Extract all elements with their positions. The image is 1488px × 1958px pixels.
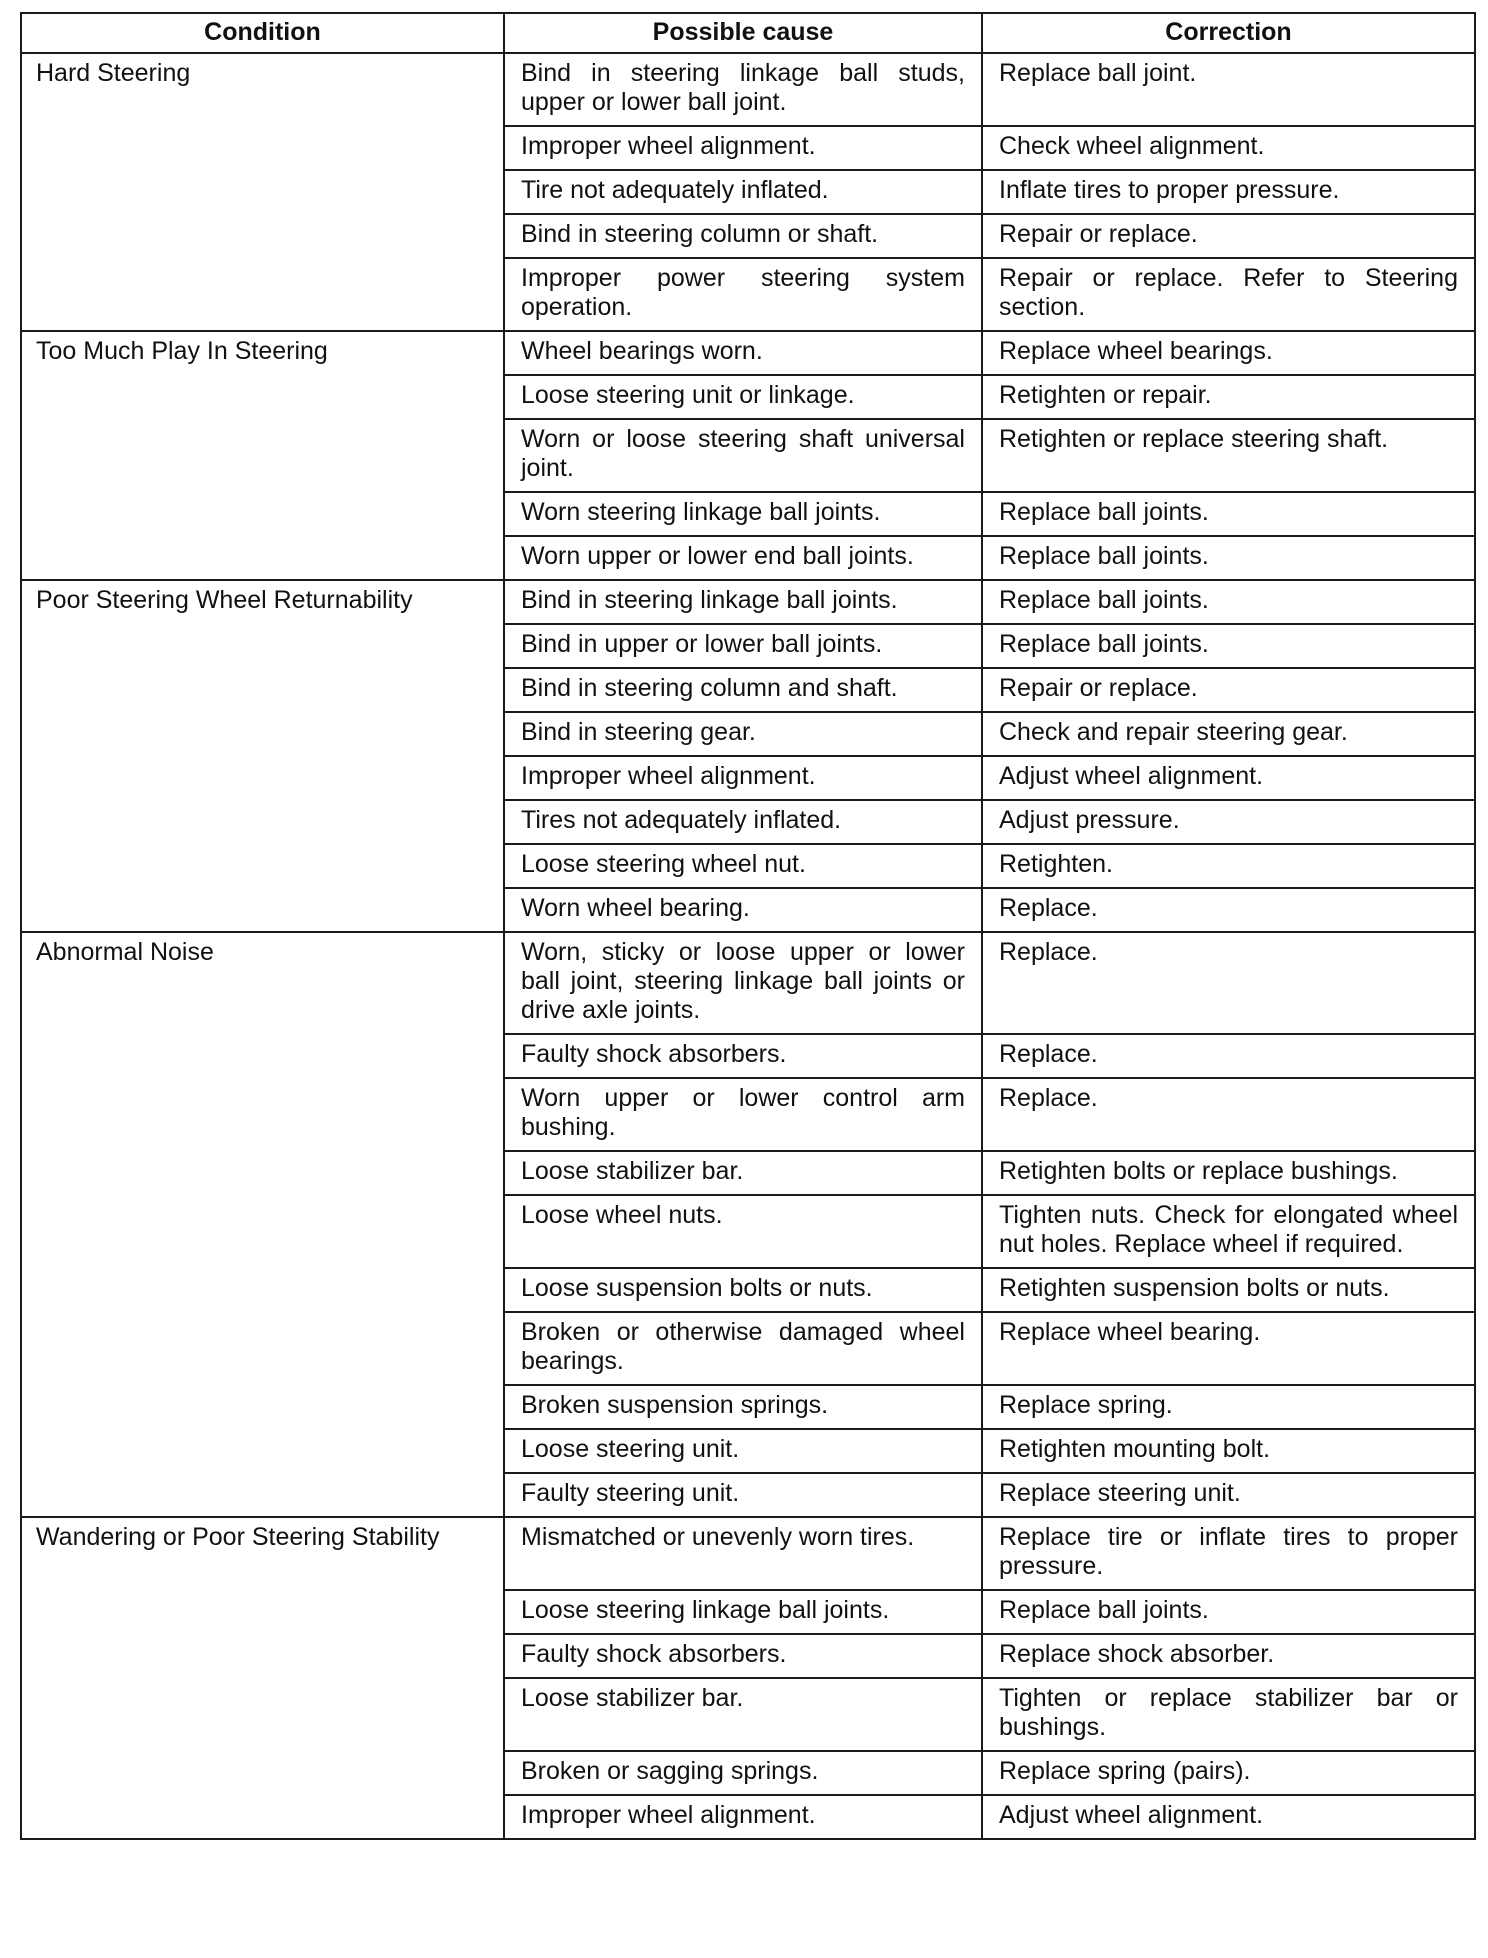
header-row bbox=[21, 13, 1475, 53]
correction-cell: Replace shock absorber. bbox=[982, 1634, 1475, 1678]
possible-cause-cell: Bind in steering column and shaft. bbox=[504, 668, 982, 712]
correction-cell: Retighten. bbox=[982, 844, 1475, 888]
condition-cell: Poor Steering Wheel Returnability bbox=[21, 580, 504, 932]
correction-cell: Replace steering unit. bbox=[982, 1473, 1475, 1517]
possible-cause-cell: Faulty shock absorbers. bbox=[504, 1034, 982, 1078]
condition-cell: Hard Steering bbox=[21, 53, 504, 331]
possible-cause-cell: Broken suspension springs. bbox=[504, 1385, 982, 1429]
correction-cell: Replace ball joints. bbox=[982, 580, 1475, 624]
correction-cell: Tighten nuts. Check for elongated wheel nut holes. Replace wheel if required. bbox=[982, 1195, 1475, 1268]
table-row bbox=[21, 1517, 1475, 1590]
correction-cell: Replace ball joints. bbox=[982, 492, 1475, 536]
possible-cause-cell: Bind in steering linkage ball joints. bbox=[504, 580, 982, 624]
correction-cell: Retighten or replace steering shaft. bbox=[982, 419, 1475, 492]
possible-cause-cell: Loose wheel nuts. bbox=[504, 1195, 982, 1268]
possible-cause-cell: Loose steering wheel nut. bbox=[504, 844, 982, 888]
correction-cell: Replace spring. bbox=[982, 1385, 1475, 1429]
troubleshooting-table bbox=[20, 12, 1476, 1840]
possible-cause-cell: Mismatched or unevenly worn tires. bbox=[504, 1517, 982, 1590]
correction-cell: Replace ball joints. bbox=[982, 1590, 1475, 1634]
possible-cause-cell: Bind in steering gear. bbox=[504, 712, 982, 756]
correction-cell: Replace. bbox=[982, 932, 1475, 1034]
correction-cell: Retighten suspension bolts or nuts. bbox=[982, 1268, 1475, 1312]
correction-cell: Replace ball joints. bbox=[982, 624, 1475, 668]
possible-cause-cell: Bind in steering linkage ball studs, upper or lower ball joint. bbox=[504, 53, 982, 126]
correction-cell: Adjust pressure. bbox=[982, 800, 1475, 844]
correction-cell: Tighten or replace stabilizer bar or bushings. bbox=[982, 1678, 1475, 1751]
correction-cell: Repair or replace. bbox=[982, 214, 1475, 258]
possible-cause-cell: Loose stabilizer bar. bbox=[504, 1151, 982, 1195]
correction-cell: Retighten or repair. bbox=[982, 375, 1475, 419]
possible-cause-cell: Worn steering linkage ball joints. bbox=[504, 492, 982, 536]
condition-cell: Too Much Play In Steering bbox=[21, 331, 504, 580]
possible-cause-cell: Improper wheel alignment. bbox=[504, 1795, 982, 1839]
correction-cell: Replace wheel bearings. bbox=[982, 331, 1475, 375]
header-possible-cause: Possible cause bbox=[504, 13, 982, 53]
possible-cause-cell: Broken or sagging springs. bbox=[504, 1751, 982, 1795]
correction-cell: Adjust wheel alignment. bbox=[982, 756, 1475, 800]
table-row bbox=[21, 331, 1475, 375]
possible-cause-cell: Bind in steering column or shaft. bbox=[504, 214, 982, 258]
possible-cause-cell: Improper power steering system operation. bbox=[504, 258, 982, 331]
possible-cause-cell: Worn upper or lower control arm bushing. bbox=[504, 1078, 982, 1151]
correction-cell: Replace. bbox=[982, 1078, 1475, 1151]
header-correction: Correction bbox=[982, 13, 1475, 53]
correction-cell: Repair or replace. bbox=[982, 668, 1475, 712]
possible-cause-cell: Tire not adequately inflated. bbox=[504, 170, 982, 214]
correction-cell: Repair or replace. Refer to Steering section. bbox=[982, 258, 1475, 331]
correction-cell: Replace wheel bearing. bbox=[982, 1312, 1475, 1385]
header-condition: Condition bbox=[21, 13, 504, 53]
possible-cause-cell: Worn, sticky or loose upper or lower ball joint, steering linkage ball joints or drive axle joints. bbox=[504, 932, 982, 1034]
table-row bbox=[21, 580, 1475, 624]
possible-cause-cell: Faulty steering unit. bbox=[504, 1473, 982, 1517]
possible-cause-cell: Tires not adequately inflated. bbox=[504, 800, 982, 844]
possible-cause-cell: Loose suspension bolts or nuts. bbox=[504, 1268, 982, 1312]
table-row bbox=[21, 53, 1475, 126]
possible-cause-cell: Improper wheel alignment. bbox=[504, 756, 982, 800]
correction-cell: Retighten bolts or replace bushings. bbox=[982, 1151, 1475, 1195]
possible-cause-cell: Bind in upper or lower ball joints. bbox=[504, 624, 982, 668]
correction-cell: Retighten mounting bolt. bbox=[982, 1429, 1475, 1473]
correction-cell: Replace. bbox=[982, 1034, 1475, 1078]
correction-cell: Check and repair steering gear. bbox=[982, 712, 1475, 756]
table-row bbox=[21, 932, 1475, 1034]
possible-cause-cell: Loose stabilizer bar. bbox=[504, 1678, 982, 1751]
correction-cell: Replace spring (pairs). bbox=[982, 1751, 1475, 1795]
correction-cell: Replace tire or inflate tires to proper pressure. bbox=[982, 1517, 1475, 1590]
possible-cause-cell: Faulty shock absorbers. bbox=[504, 1634, 982, 1678]
possible-cause-cell: Broken or otherwise damaged wheel bearings. bbox=[504, 1312, 982, 1385]
possible-cause-cell: Wheel bearings worn. bbox=[504, 331, 982, 375]
correction-cell: Check wheel alignment. bbox=[982, 126, 1475, 170]
correction-cell: Replace ball joint. bbox=[982, 53, 1475, 126]
possible-cause-cell: Loose steering unit. bbox=[504, 1429, 982, 1473]
condition-cell: Wandering or Poor Steering Stability bbox=[21, 1517, 504, 1839]
possible-cause-cell: Loose steering unit or linkage. bbox=[504, 375, 982, 419]
possible-cause-cell: Loose steering linkage ball joints. bbox=[504, 1590, 982, 1634]
condition-cell: Abnormal Noise bbox=[21, 932, 504, 1517]
possible-cause-cell: Worn upper or lower end ball joints. bbox=[504, 536, 982, 580]
possible-cause-cell: Improper wheel alignment. bbox=[504, 126, 982, 170]
correction-cell: Adjust wheel alignment. bbox=[982, 1795, 1475, 1839]
correction-cell: Replace. bbox=[982, 888, 1475, 932]
possible-cause-cell: Worn or loose steering shaft universal joint. bbox=[504, 419, 982, 492]
correction-cell: Replace ball joints. bbox=[982, 536, 1475, 580]
possible-cause-cell: Worn wheel bearing. bbox=[504, 888, 982, 932]
correction-cell: Inflate tires to proper pressure. bbox=[982, 170, 1475, 214]
